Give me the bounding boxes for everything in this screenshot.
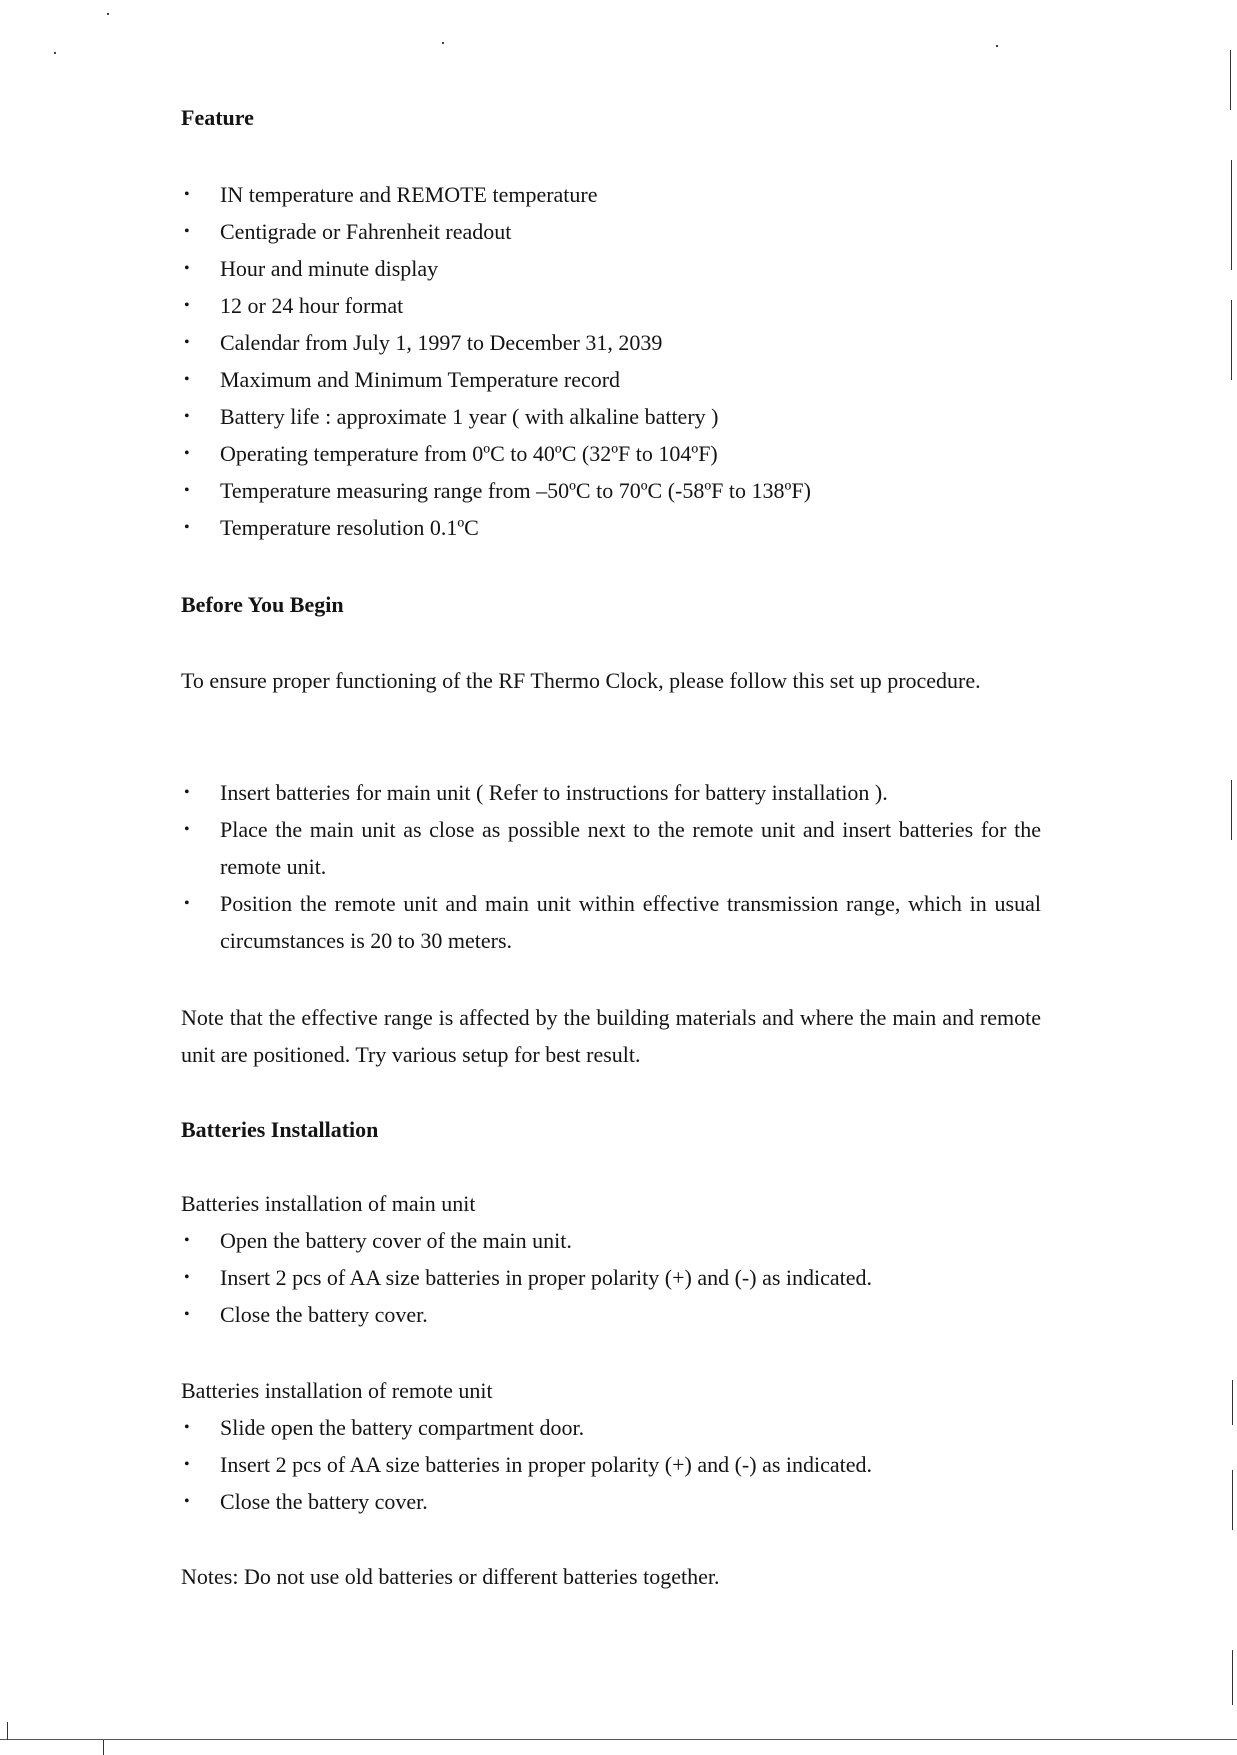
feature-heading: Feature (181, 105, 254, 130)
scan-speck (442, 42, 444, 44)
scan-edge-line (1232, 1650, 1233, 1705)
bullet-icon: • (184, 482, 190, 499)
list-item: • Maximum and Minimum Temperature record (181, 361, 1041, 398)
list-item: • Insert 2 pcs of AA size batteries in proper polarity (+) and (-) as indicated. (181, 1446, 1041, 1483)
list-item: • Place the main unit as close as possible next to the remote unit and insert batteries for the remote unit. (181, 811, 1041, 885)
main-unit-list (181, 1222, 1041, 1333)
list-item: • Insert 2 pcs of AA size batteries in proper polarity (+) and (-) as indicated. (181, 1259, 1041, 1296)
batteries-notes: Notes: Do not use old batteries or different batteries together. (181, 1564, 720, 1589)
list-item: • Battery life : approximate 1 year ( with alkaline battery ) (181, 398, 1041, 435)
scan-edge-line (1232, 1470, 1233, 1530)
list-item: • Hour and minute display (181, 250, 1041, 287)
main-unit-title: Batteries installation of main unit (181, 1191, 476, 1216)
bullet-icon: • (184, 895, 190, 912)
scan-edge-line (7, 1722, 8, 1740)
bullet-icon: • (184, 371, 190, 388)
scan-edge-line (1231, 780, 1232, 840)
bullet-icon: • (184, 1419, 190, 1436)
scan-edge-line (1230, 50, 1231, 110)
bullet-icon: • (184, 408, 190, 425)
before-you-begin-intro: To ensure proper functioning of the RF Thermo Clock, please follow this set up procedure. (181, 668, 981, 693)
list-item: • Slide open the battery compartment door. (181, 1409, 1041, 1446)
batteries-heading: Batteries Installation (181, 1117, 379, 1142)
scan-edge-line (103, 1740, 104, 1755)
bullet-icon: • (184, 186, 190, 203)
list-item: • Position the remote unit and main unit within effective transmission range, which in usual circumstances is 20 to 30 meters. (181, 885, 1041, 959)
feature-list (181, 176, 1041, 546)
bullet-icon: • (184, 334, 190, 351)
before-you-begin-heading: Before You Begin (181, 592, 344, 617)
list-item: • Calendar from July 1, 1997 to December 31, 2039 (181, 324, 1041, 361)
bullet-icon: • (184, 445, 190, 462)
bullet-icon: • (184, 821, 190, 838)
scan-edge-line (1231, 160, 1232, 270)
bullet-icon: • (184, 260, 190, 277)
list-item: • Temperature resolution 0.1ºC (181, 509, 1041, 546)
scan-speck (996, 45, 998, 47)
bullet-icon: • (184, 784, 190, 801)
remote-unit-title: Batteries installation of remote unit (181, 1378, 493, 1403)
scan-edge-line (1232, 1380, 1233, 1425)
remote-unit-list (181, 1409, 1041, 1520)
bullet-icon: • (184, 223, 190, 240)
bullet-icon: • (184, 1493, 190, 1510)
list-item: • Close the battery cover. (181, 1483, 1041, 1520)
scan-speck (107, 13, 109, 15)
scan-edge-line (1231, 300, 1232, 380)
list-item: • Insert batteries for main unit ( Refer to instructions for battery installation ). (181, 774, 1041, 811)
list-item: • Close the battery cover. (181, 1296, 1041, 1333)
scan-speck (54, 52, 56, 54)
bullet-icon: • (184, 1306, 190, 1323)
list-item: • Operating temperature from 0ºC to 40ºC (32ºF to 104ºF) (181, 435, 1041, 472)
bullet-icon: • (184, 519, 190, 536)
bullet-icon: • (184, 297, 190, 314)
list-item: • 12 or 24 hour format (181, 287, 1041, 324)
list-item: • Open the battery cover of the main unit. (181, 1222, 1041, 1259)
before-you-begin-list (181, 774, 1041, 959)
list-item: • Centigrade or Fahrenheit readout (181, 213, 1041, 250)
bullet-icon: • (184, 1269, 190, 1286)
scan-bottom-line (0, 1739, 1237, 1740)
list-item: • IN temperature and REMOTE temperature (181, 176, 1041, 213)
before-you-begin-note: Note that the effective range is affected by the building materials and where the main and remote unit are positioned. Try various setup for best result. (181, 1005, 1041, 1067)
list-item: • Temperature measuring range from –50ºC to 70ºC (-58ºF to 138ºF) (181, 472, 1041, 509)
bullet-icon: • (184, 1232, 190, 1249)
bullet-icon: • (184, 1456, 190, 1473)
